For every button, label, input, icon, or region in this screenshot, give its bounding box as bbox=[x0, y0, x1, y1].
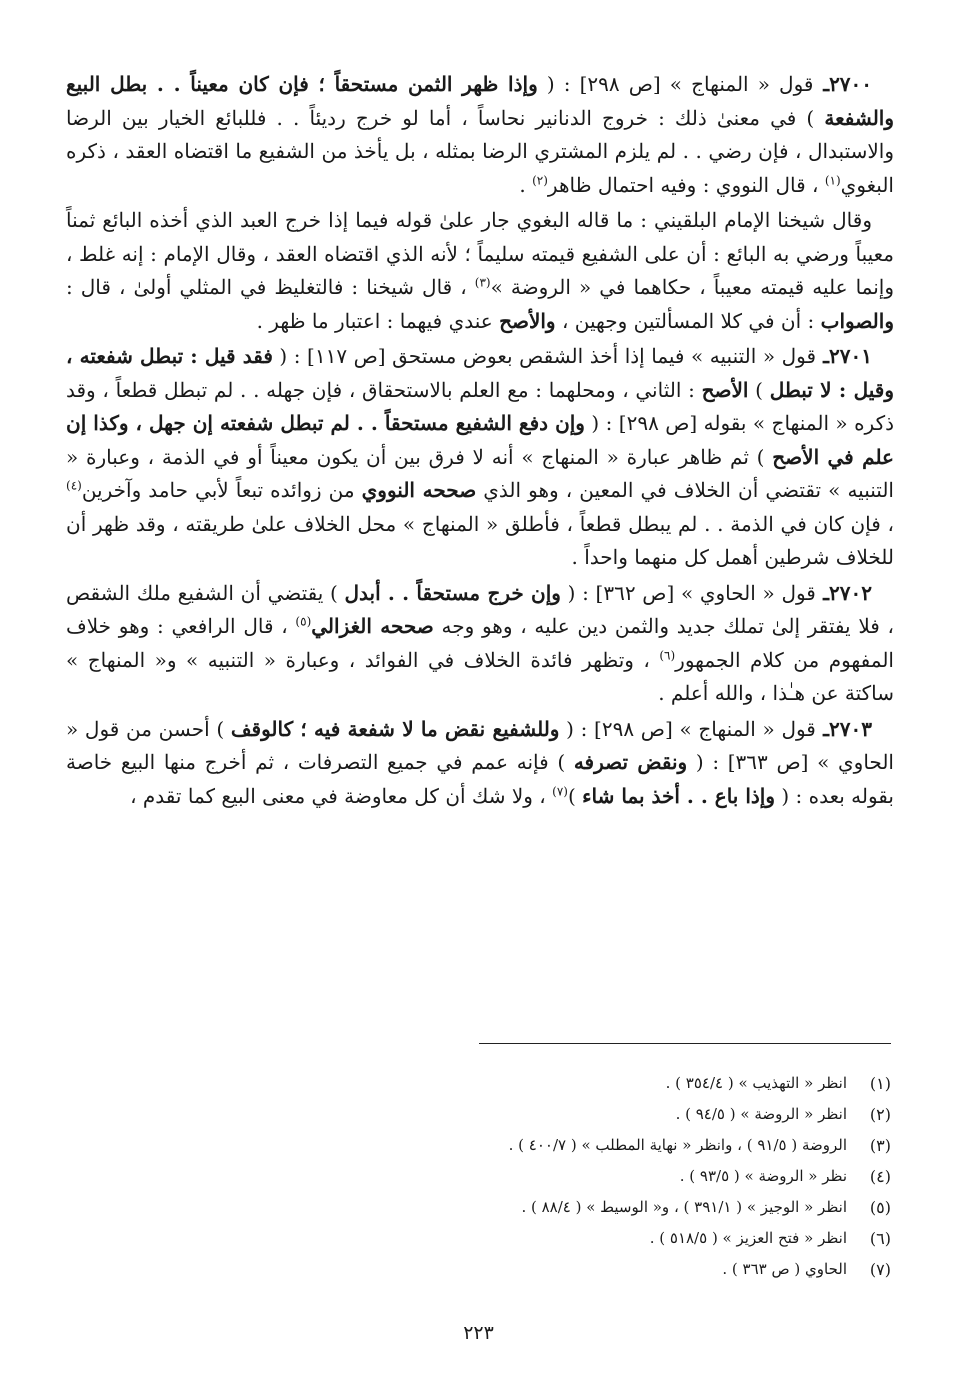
bold-text: الأصح bbox=[701, 377, 749, 402]
text-run: ، قال شيخنا : فالتغليظ في المثلي أولىٰ ، قال : bbox=[66, 275, 475, 299]
footnote-text: الروضة ( ٩١/٥ ) ، وانظر « نهاية المطلب » ( ٤٠٠/٧ ) . bbox=[508, 1136, 847, 1154]
bold-text: وللشفيع نقض ما لا شفعة فيه ؛ كالوقف bbox=[230, 716, 560, 741]
text-run: عندي فيهما : اعتبار ما ظهر . bbox=[256, 308, 500, 333]
bold-text: ٢٧٠١ـ bbox=[816, 344, 873, 368]
text-run: . bbox=[519, 172, 533, 197]
bold-text: والصواب bbox=[820, 308, 894, 333]
footnote-number: (٧) bbox=[869, 1260, 891, 1279]
page-number: ٢٢٣ bbox=[463, 1322, 494, 1344]
bold-text: وإن خرج مستحقاً . . أبدل bbox=[344, 580, 561, 605]
text-run: ، ولا شك أن كل معاوضة في معنى البيع كما تقدم ، bbox=[130, 783, 553, 808]
text-run: قول « الحاوي » [ص ٣٦٢] : ( bbox=[560, 580, 816, 605]
footnote-number: (١) bbox=[869, 1074, 891, 1093]
text-run: ، فإن كان في الذمة . . لم يبطل قطعاً ، فأطلق « المنهاج » محل الخلاف علىٰ طريقته ، وقد ظهر أن للخلاف شرطين أهمل كل منهما واحداً . bbox=[66, 511, 894, 569]
bold-text: صححه النووي bbox=[361, 478, 477, 502]
text-run: ) فإنه عمم في جميع التصرفات ، ثم أخرج منها البيع خاصة بقوله بعده : ( bbox=[66, 750, 894, 808]
text-run: ، قال الرافعي : وهو خلاف المفهوم من كلام الجمهور bbox=[66, 614, 894, 672]
text-run: : الثاني ، ومحلهما : مع العلم بالاستحقاق ، فإن جهله . . لم تبطل قطعاً ، وقد ذكره « المنهاج » بقوله [ص ٢٩٨] : ( bbox=[66, 377, 895, 435]
footnote-item bbox=[63, 1223, 891, 1254]
footnote-text: الحاوي ( ص ٣٦٣ ) . bbox=[722, 1260, 847, 1278]
footnote-ref: (٧) bbox=[552, 783, 568, 798]
footnote-ref: (٢) bbox=[532, 172, 548, 187]
text-run: ) bbox=[567, 783, 583, 808]
footnote-item bbox=[63, 1099, 891, 1130]
paragraph bbox=[66, 204, 894, 338]
bold-text: فقد قيل : تبطل شفعته ، وقيل : لا تبطل bbox=[66, 344, 894, 402]
bold-text: ٢٧٠٠ـ bbox=[813, 72, 873, 96]
text-run: ، قال النووي : وفيه احتمال ظاهر bbox=[547, 172, 825, 197]
footnote-ref: (١) bbox=[824, 172, 841, 187]
text-run: : أن في كلا المسألتين وجهين ، bbox=[555, 308, 821, 333]
footnote-ref: (٣) bbox=[474, 275, 491, 290]
bold-text: ٢٧٠٣ـ bbox=[815, 716, 872, 741]
footnote-text: انظر « الروضة » ( ٩٤/٥ ) . bbox=[675, 1105, 847, 1123]
footnote-item bbox=[63, 1068, 891, 1099]
bold-text: ٢٧٠٢ـ bbox=[815, 580, 872, 605]
footnote-number: (٣) bbox=[869, 1136, 891, 1155]
footnote-text: انظر « الوجيز » ( ٣٩١/١ ) ، و« الوسيط » ( ٨٨/٤ ) . bbox=[521, 1198, 847, 1216]
bold-text: وإن دفع الشفيع مستحقاً . . لم تبطل شفعته إن جهل ، وكذا إن علم في الأصح bbox=[66, 411, 894, 469]
bold-text: وإذا ظهر الثمن مستحقاً ؛ فإن كان معيناً . . بطل البيع والشفعة bbox=[66, 72, 894, 130]
text-run: من زوائده تبعاً لأبي حامد وآخرين bbox=[81, 478, 362, 502]
footnote-text: نظر « الروضة » ( ٩٣/٥ ) . bbox=[679, 1167, 847, 1185]
text-run: ) ثم ظاهر عبارة « المنهاج » أنه لا فرق بين أن يكون معيناً أو في الذمة ، وعبارة « التنبيه » تقتضي أن الخلاف في المعين ، وهو الذي bbox=[66, 444, 894, 502]
footnote-number: (٦) bbox=[869, 1229, 891, 1248]
text-run: ) bbox=[748, 377, 770, 402]
footnote-item bbox=[63, 1161, 891, 1192]
footnote-item bbox=[63, 1192, 891, 1223]
bold-text: والأصح bbox=[499, 308, 556, 333]
main-text-body bbox=[66, 68, 894, 815]
text-run: قول « المنهاج » [ص ٢٩٨] : ( bbox=[559, 716, 816, 741]
paragraph bbox=[66, 68, 894, 202]
text-run: ، وتظهر فائدة الخلاف في الفوائد ، وعبارة « التنبيه » و« المنهاج » ساكتة عن هـٰذا ، والله أعلم . bbox=[66, 647, 894, 705]
bold-text: صححه الغزالي bbox=[311, 614, 434, 638]
bold-text: وإذا باع . . أخذ بما شاء bbox=[582, 783, 775, 808]
footnote-separator bbox=[479, 1043, 891, 1044]
footnote-number: (٢) bbox=[869, 1105, 891, 1124]
footnote-ref: (٥) bbox=[295, 614, 312, 629]
footnotes-list bbox=[63, 1068, 891, 1285]
text-run: وقال شيخنا الإمام البلقيني : ما قاله البغوي جار علىٰ قوله فيما إذا خرج العبد الذي أخذه البائع ثمناً معيباً ورضي به البائع : أن على الشفيع قيمته سليماً ؛ لأنه الذي اقتضاه العقد ، وقال الإمام : إنه غلط ، وإنما عليه قيمته معيباً ، حكاهما في « الروضة » bbox=[66, 208, 895, 299]
footnote-text: انظر « التهذيب » ( ٣٥٤/٤ ) . bbox=[665, 1074, 847, 1092]
text-run: ) في معنىٰ ذلك : خروج الدنانير نحاساً ، أما لو خرج رديئاً . . فللبائع الخيار بين الرضا والاستبدال ، فإن رضي . . لم يلزم المشتري الرضا بمثله ، بل يأخذ من الشفيع ما اقتضاه العقد ، ذكره البغوي bbox=[66, 105, 894, 197]
footnote-text: انظر « فتح العزيز » ( ٥١٨/٥ ) . bbox=[649, 1229, 847, 1247]
footnote-item bbox=[63, 1254, 891, 1285]
text-run: ) أحسن من قول « الحاوي » [ص ٣٦٣] : ( bbox=[66, 716, 894, 774]
bold-text: ونقض تصرفه bbox=[573, 750, 688, 774]
footnote-number: (٤) bbox=[869, 1167, 891, 1186]
text-run: قول « التنبيه » فيما إذا أخذ الشقص بعوض مستحق [ص ١١٧] : ( bbox=[272, 344, 817, 368]
text-run: ) يقتضي أن الشفيع ملك الشقص ، فلا يفتقر إلىٰ تملك جديد والثمن دين عليه ، وهو وجه bbox=[66, 580, 894, 638]
footnote-ref: (٤) bbox=[66, 478, 82, 493]
text-run: قول « المنهاج » [ص ٢٩٨] : ( bbox=[537, 72, 814, 96]
paragraph bbox=[66, 577, 894, 711]
footnote-ref: (٦) bbox=[659, 647, 676, 662]
footnote-item bbox=[63, 1130, 891, 1161]
paragraph bbox=[66, 340, 894, 575]
paragraph bbox=[66, 713, 894, 814]
footnote-number: (٥) bbox=[869, 1198, 891, 1217]
